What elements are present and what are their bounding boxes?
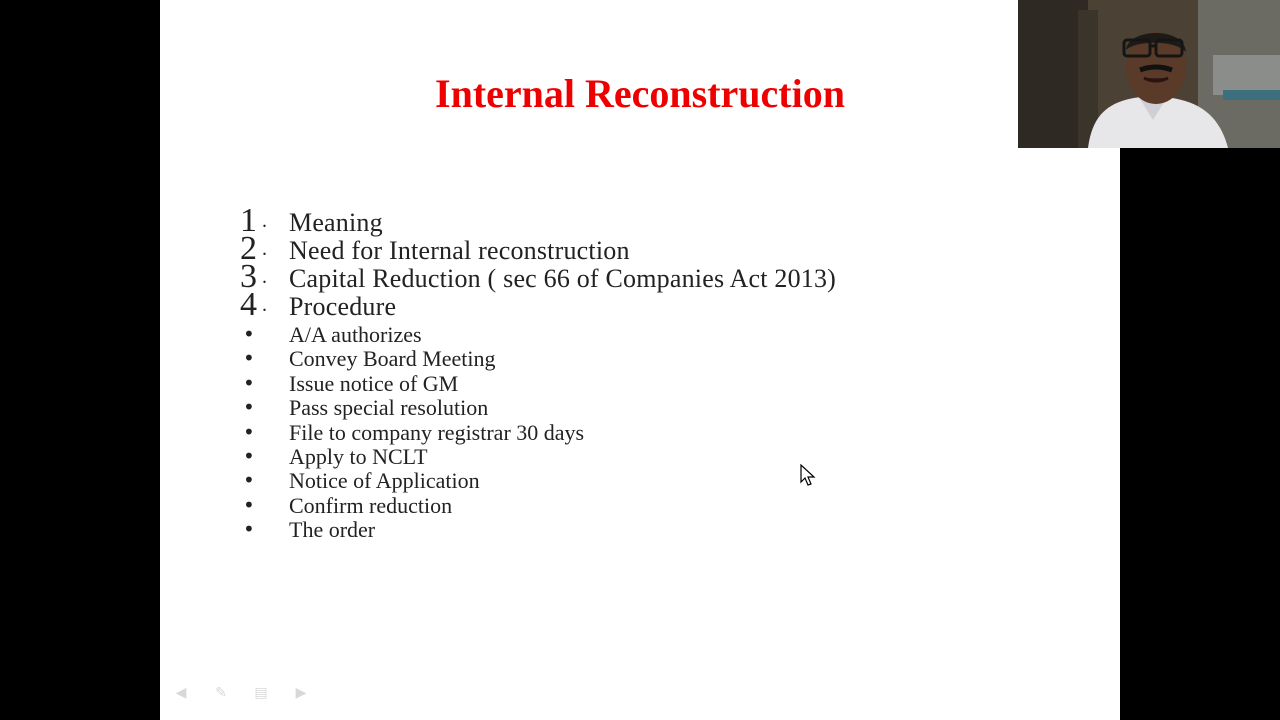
bullet-icon: • [243, 322, 255, 346]
slide-title: Internal Reconstruction [435, 71, 845, 116]
bullet-text: Notice of Application [289, 468, 480, 494]
mouse-pointer-icon [800, 464, 816, 488]
bullet-icon: • [243, 517, 255, 542]
item-text: Capital Reduction ( sec 66 of Companies Act 2013) [289, 264, 837, 293]
bullet-icon: • [243, 370, 255, 395]
item-number: 3 [240, 258, 257, 295]
bullet-icon: • [243, 443, 255, 468]
bullet-icon: • [243, 492, 255, 517]
item-number: 2 [240, 230, 257, 267]
item-text: Meaning [289, 208, 383, 237]
previous-slide-icon[interactable]: ◀ [175, 685, 187, 701]
item-number: 1 [240, 202, 257, 239]
pen-icon[interactable]: ✎ [215, 685, 227, 701]
bullet-text: Pass special resolution [289, 395, 489, 421]
webcam-image [1018, 0, 1280, 148]
bullet-text: A/A authorizes [289, 322, 422, 347]
bullet-text: File to company registrar 30 days [289, 419, 585, 445]
bullet-icon: • [243, 395, 255, 420]
item-number: 4 [240, 286, 257, 323]
bullet-text: Convey Board Meeting [289, 346, 496, 372]
presentation-slide: Internal Reconstruction 1 . Meaning 2 . Need for Internal reconstruction 3 . Capital Reduction ( sec 66 of Companies Act 2013) 4 . Procedure • A/A authorizes • Convey Board Meeting • Issue notice of GM • Pass special resolution • File to company registrar 30 days • Apply to NCLT • Notice of Application • Confirm reduction • The order ◀ ✎ ▤ ▶ [160, 0, 1120, 720]
item-text: Procedure [289, 292, 397, 321]
bullet-icon: • [243, 346, 255, 371]
item-text: Need for Internal reconstruction [289, 236, 630, 265]
bullet-icon: • [243, 468, 255, 493]
bullet-text: Apply to NCLT [289, 443, 428, 469]
webcam-video [1018, 0, 1280, 148]
slideshow-controls [170, 686, 312, 700]
next-slide-icon[interactable]: ▶ [295, 685, 307, 701]
slide-menu-icon[interactable]: ▤ [254, 685, 268, 701]
bullet-text: Issue notice of GM [289, 370, 459, 396]
bullet-icon: • [243, 419, 255, 444]
bullet-text: Confirm reduction [289, 492, 453, 518]
bullet-text: The order [289, 517, 376, 543]
